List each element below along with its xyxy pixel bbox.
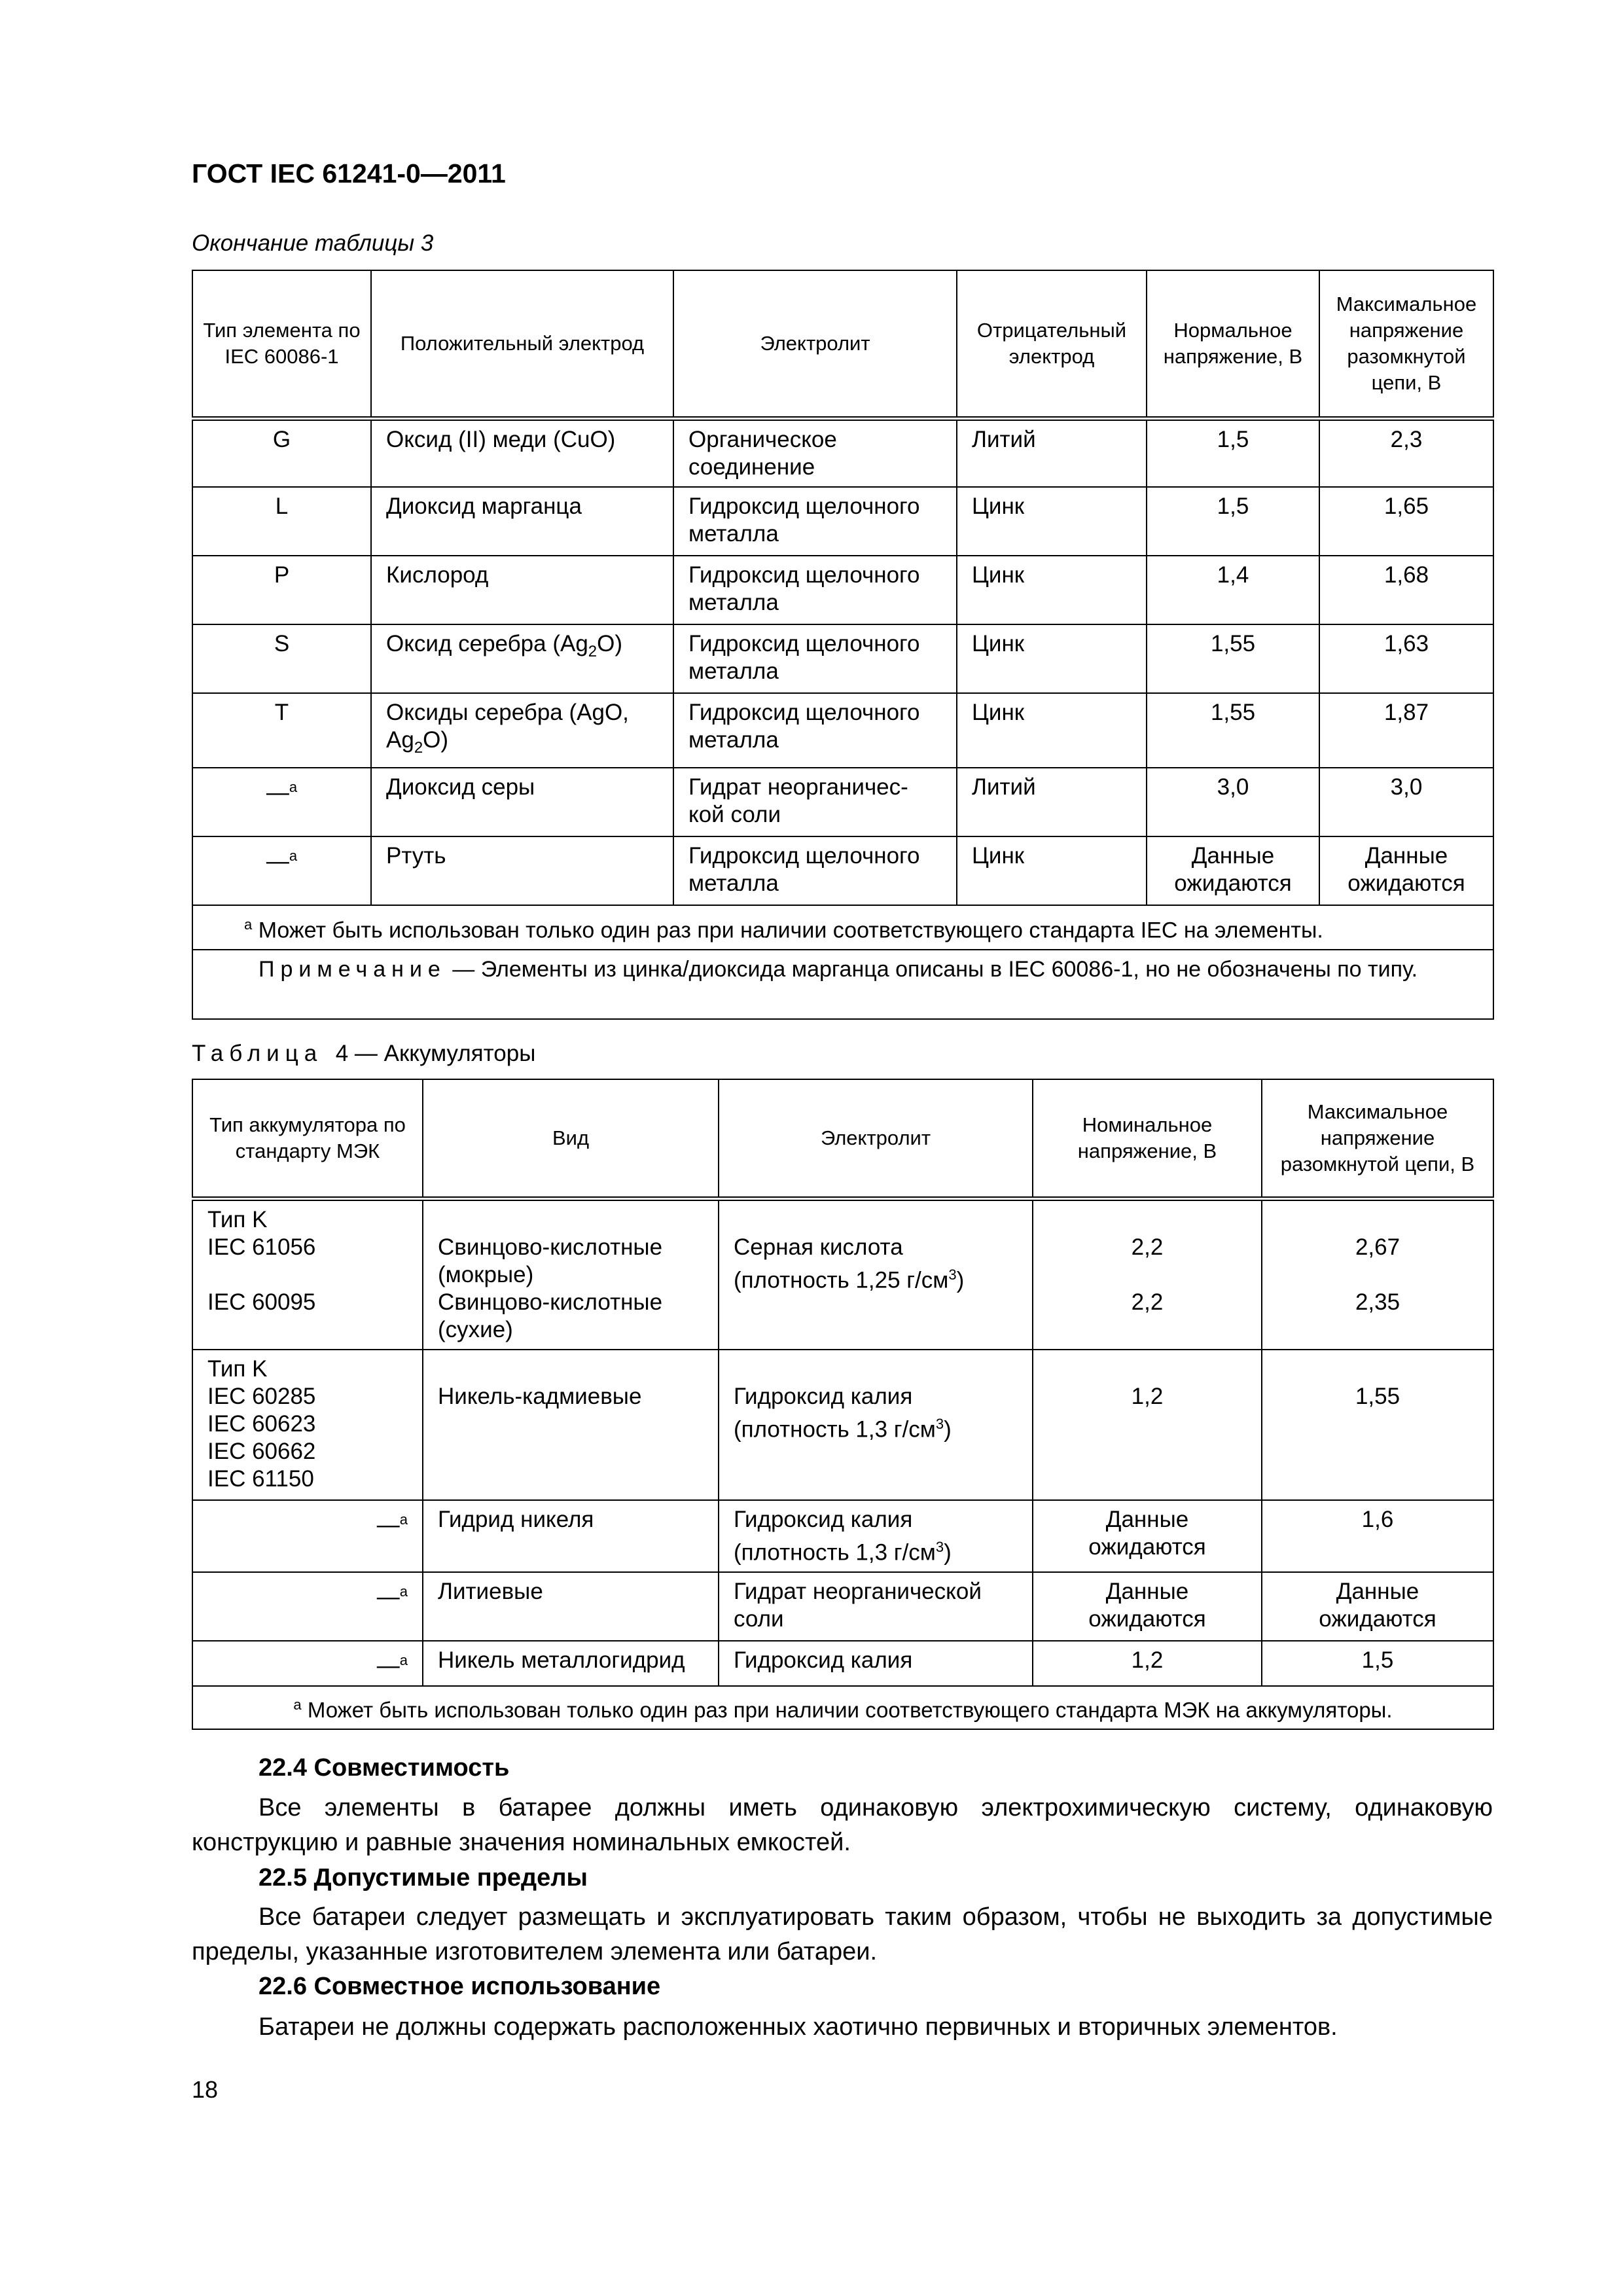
cell-line: Тип K [207, 1355, 268, 1382]
section-text: Все батареи следует размещать и эксплуатировать таким образом, чтобы не выходить за допустимые пределы, указанные изготовителем элемента или батареи. [192, 1903, 1493, 1965]
cell-line [1048, 1261, 1247, 1289]
cell-line [438, 1355, 704, 1383]
cell-max: Данные ожидаются [1319, 836, 1493, 905]
cell-max: 3,0 [1319, 768, 1493, 836]
section-text: Батареи не должны содержать расположенных хаотично первичных и вторичных элементов. [259, 2013, 1338, 2041]
table3-col-negative: Отрицательный электрод [957, 270, 1147, 418]
table-row [192, 1641, 1493, 1686]
cell-max [1262, 1350, 1493, 1500]
footnote-mark: a [289, 779, 298, 795]
formula-superscript: 3 [935, 1538, 944, 1555]
cell-positive: Диоксид марганца [371, 487, 673, 556]
cell-negative: Цинк [957, 556, 1147, 624]
cell-line [734, 1410, 1018, 1444]
table-row [192, 836, 1493, 905]
cell-line [1277, 1355, 1478, 1383]
cell-line [734, 1261, 1018, 1295]
table4-col-nominal: Номинальное напряжение, В [1033, 1079, 1262, 1198]
cell-negative: Цинк [957, 624, 1147, 693]
cell-electrolyte: Гидроксид щелочного металла [673, 487, 957, 556]
cell-max: 1,6 [1262, 1500, 1493, 1573]
cell-line: 1,2 [1131, 1383, 1164, 1409]
table3-header-row [192, 270, 1493, 418]
cell-nominal: 1,55 [1147, 693, 1319, 768]
document-header: ГОСТ IEC 61241-0—2011 [192, 158, 506, 188]
table3-footnote-row [192, 905, 1493, 950]
cell-line [734, 1206, 1018, 1234]
cell-nominal: 1,4 [1147, 556, 1319, 624]
cell-line: Никель-кадмиевые [438, 1383, 642, 1409]
dash: — [266, 780, 289, 806]
cell-type [192, 1572, 423, 1641]
footnote-mark: a [399, 1511, 408, 1528]
table3-note-row [192, 950, 1493, 1019]
cell-negative: Цинк [957, 836, 1147, 905]
cell-positive [371, 693, 673, 768]
cell-nominal: 1,2 [1033, 1641, 1262, 1686]
cell-type: T [192, 693, 371, 768]
cell-positive: Кислород [371, 556, 673, 624]
cell-nominal [1033, 1198, 1262, 1350]
cell-line: (мокрые) [438, 1261, 534, 1287]
cell-line: 2,2 [1131, 1289, 1164, 1315]
formula-part: O) [597, 631, 623, 656]
dash: — [376, 1584, 400, 1610]
cell-max: 1,63 [1319, 624, 1493, 693]
cell-positive: Диоксид серы [371, 768, 673, 836]
cell-line [734, 1355, 1018, 1383]
table4-caption-text: 4 — Аккумуляторы [335, 1041, 536, 1066]
table4-caption [192, 1041, 535, 1067]
cell-line: Оксиды серебра (AgO, [386, 700, 629, 725]
cell-type [192, 1500, 423, 1573]
table4 [192, 1079, 1494, 1730]
formula-superscript: 3 [935, 1415, 944, 1432]
cell-max [1262, 1198, 1493, 1350]
cell-nominal: Данные ожидаются [1147, 836, 1319, 905]
cell-max: 1,68 [1319, 556, 1493, 624]
table-row [192, 418, 1493, 487]
formula-part: ) [944, 1416, 952, 1443]
cell-kind [423, 1350, 719, 1500]
note-label: Примечание [259, 957, 446, 982]
cell-negative: Литий [957, 768, 1147, 836]
table3-col-positive: Положительный электрод [371, 270, 673, 418]
table-row [192, 1198, 1493, 1350]
table-row [192, 624, 1493, 693]
section-title: 22.6 Совместное использование [259, 1973, 661, 2000]
table3-col-max: Максимальное напряжение разомкнутой цепи, В [1319, 270, 1493, 418]
section-title: 22.5 Допустимые пределы [259, 1864, 588, 1892]
cell-line: Гидроксид калия [734, 1506, 913, 1532]
cell-kind: Литиевые [423, 1572, 719, 1641]
cell-line: Свинцово-кислотные [438, 1289, 663, 1315]
cell-nominal: Данные ожидаются [1033, 1500, 1262, 1573]
cell-positive: Ртуть [371, 836, 673, 905]
cell-positive: Оксид (II) меди (CuO) [371, 418, 673, 487]
cell-electrolyte: Гидроксид калия [719, 1641, 1033, 1686]
cell-line [1048, 1206, 1247, 1234]
cell-type: S [192, 624, 371, 693]
table4-col-electrolyte: Электролит [719, 1079, 1033, 1198]
footnote-mark: a [293, 1696, 302, 1713]
table-row [192, 693, 1493, 768]
table3-footnote [192, 905, 1493, 950]
cell-electrolyte [719, 1198, 1033, 1350]
cell-line: Тип K [207, 1206, 268, 1232]
formula-part: ) [956, 1267, 965, 1293]
formula-subscript: 2 [588, 643, 597, 660]
formula-part: O) [423, 727, 449, 753]
footnote-text: Может быть использован только один раз при наличии соответствующего стандарта IEC на элементы. [258, 918, 1323, 943]
cell-line: IEC 60662 [207, 1438, 316, 1464]
cell-electrolyte: Гидроксид щелочного металла [673, 836, 957, 905]
cell-electrolyte [719, 1500, 1033, 1573]
cell-negative: Цинк [957, 693, 1147, 768]
cell-nominal: 1,55 [1147, 624, 1319, 693]
cell-line: IEC 60095 [207, 1289, 316, 1315]
footnote-mark: a [289, 848, 298, 864]
formula-superscript: 3 [948, 1266, 957, 1283]
table-row [192, 1500, 1493, 1573]
cell-kind: Гидрид никеля [423, 1500, 719, 1573]
table3-col-nominal: Нормальное напряжение, В [1147, 270, 1319, 418]
formula-part: ) [944, 1539, 952, 1566]
formula-part: (плотность 1,3 г/см [734, 1416, 936, 1443]
cell-line: Гидроксид калия [734, 1383, 913, 1409]
cell-nominal [1033, 1350, 1262, 1500]
cell-max: 1,65 [1319, 487, 1493, 556]
cell-electrolyte [719, 1350, 1033, 1500]
cell-electrolyte: Органическое соединение [673, 418, 957, 487]
cell-line: 2,2 [1131, 1234, 1164, 1260]
table4-caption-label: Таблица [192, 1041, 323, 1066]
cell-positive [371, 624, 673, 693]
formula-part: (плотность 1,25 г/см [734, 1267, 949, 1293]
cell-type [192, 1198, 423, 1350]
table4-col-max: Максимальное напряжение разомкнутой цепи, В [1262, 1079, 1493, 1198]
cell-type: G [192, 418, 371, 487]
cell-line: IEC 61150 [207, 1465, 314, 1492]
cell-line: Гидрат неорганичес- [688, 774, 908, 800]
cell-electrolyte: Гидроксид щелочного металла [673, 556, 957, 624]
cell-nominal: 1,5 [1147, 487, 1319, 556]
dash: — [376, 1512, 400, 1538]
note-text: — Элементы из цинка/диоксида марганца описаны в IEC 60086-1, но не обозначены по типу. [452, 957, 1418, 982]
cell-negative: Цинк [957, 487, 1147, 556]
cell-electrolyte [673, 768, 957, 836]
formula-part: Ag [386, 727, 414, 753]
cell-line: 2,67 [1355, 1234, 1400, 1260]
cell-line: (сухие) [438, 1316, 513, 1342]
cell-line [1277, 1261, 1478, 1289]
cell-negative: Литий [957, 418, 1147, 487]
cell-line: IEC 61056 [207, 1234, 316, 1260]
cell-type [192, 768, 371, 836]
cell-kind [423, 1198, 719, 1350]
table3-note [192, 950, 1493, 1019]
table3-caption: Окончание таблицы 3 [192, 230, 434, 256]
table3-col-electrolyte: Электролит [673, 270, 957, 418]
formula-part: (плотность 1,3 г/см [734, 1539, 936, 1566]
section-text: Все элементы в батарее должны иметь одинаковую электрохимическую систему, одинаковую конструкцию и равные значения номинальных емкостей. [192, 1794, 1493, 1856]
cell-max: 1,87 [1319, 693, 1493, 768]
table4-col-kind: Вид [423, 1079, 719, 1198]
table-row [192, 1350, 1493, 1500]
cell-max: 2,3 [1319, 418, 1493, 487]
formula-subscript: 2 [414, 739, 423, 757]
section-title: 22.4 Совместимость [259, 1754, 510, 1782]
table4-col-type: Тип аккумулятора по стандарту МЭК [192, 1079, 423, 1198]
cell-line: Серная кислота [734, 1234, 903, 1260]
table-row [192, 487, 1493, 556]
cell-electrolyte: Гидроксид щелочного металла [673, 624, 957, 693]
footnote-mark: a [399, 1652, 408, 1669]
table-row [192, 556, 1493, 624]
cell-type [192, 1641, 423, 1686]
cell-nominal: Данные ожидаются [1033, 1572, 1262, 1641]
table4-header-row [192, 1079, 1493, 1198]
cell-electrolyte: Гидроксид щелочного металла [673, 693, 957, 768]
cell-electrolyte: Гидрат неорганической соли [719, 1572, 1033, 1641]
page-number: 18 [192, 2076, 219, 2103]
cell-type: L [192, 487, 371, 556]
cell-nominal: 3,0 [1147, 768, 1319, 836]
cell-max: Данные ожидаются [1262, 1572, 1493, 1641]
cell-line [1277, 1206, 1478, 1234]
table3-col-type: Тип элемента по IEC 60086-1 [192, 270, 371, 418]
cell-line: кой соли [688, 802, 781, 827]
dash: — [266, 848, 289, 874]
formula-part: Оксид серебра (Ag [386, 631, 588, 656]
cell-line [438, 1206, 704, 1234]
cell-type: P [192, 556, 371, 624]
footnote-mark: a [244, 916, 253, 933]
cell-line: 2,35 [1355, 1289, 1400, 1315]
cell-nominal: 1,5 [1147, 418, 1319, 487]
footnote-mark: a [399, 1583, 408, 1600]
table4-footnote [192, 1686, 1493, 1729]
dash: — [376, 1653, 400, 1679]
table4-footnote-row [192, 1686, 1493, 1729]
cell-line: Свинцово-кислотные [438, 1234, 663, 1260]
cell-kind: Никель металлогидрид [423, 1641, 719, 1686]
cell-line: IEC 60285 [207, 1383, 316, 1409]
footnote-text: Может быть использован только один раз при наличии соответствующего стандарта МЭК на аккумуляторы. [307, 1697, 1393, 1722]
table-row [192, 768, 1493, 836]
table-row [192, 1572, 1493, 1641]
cell-line: 1,55 [1355, 1383, 1400, 1409]
cell-line [734, 1534, 1018, 1567]
cell-max: 1,5 [1262, 1641, 1493, 1686]
cell-line [207, 1261, 408, 1289]
table3 [192, 270, 1494, 1020]
cell-line: IEC 60623 [207, 1410, 316, 1437]
cell-line [1048, 1355, 1247, 1383]
cell-type [192, 836, 371, 905]
cell-type [192, 1350, 423, 1500]
